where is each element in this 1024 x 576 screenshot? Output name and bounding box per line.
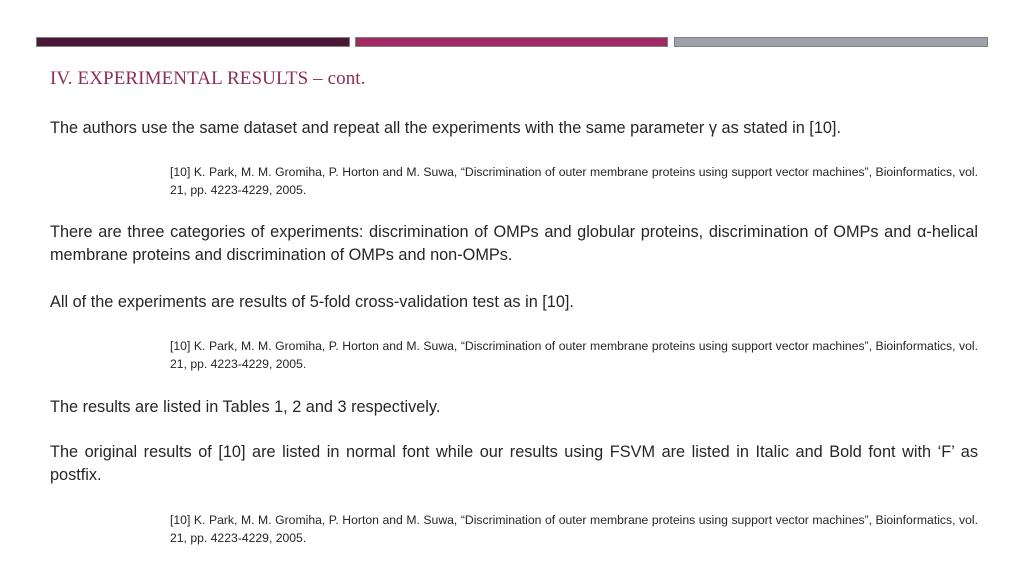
- body-paragraph-categories: There are three categories of experiments: discrimination of OMPs and globular proteins, discrimination of OMPs and α-helical membrane proteins and discrimination of OMPs and non-OMPs.: [50, 223, 978, 264]
- body-paragraph-dataset: The authors use the same dataset and repeat all the experiments with the same parameter γ as stated in [10].: [50, 119, 841, 137]
- reference-citation: [10] K. Park, M. M. Gromiha, P. Horton and M. Suwa, “Discrimination of outer membrane proteins using support vector machines”, Bioinformatics, vol. 21, pp. 4223-4229, 2005.: [170, 513, 978, 545]
- header-accent-bar-dark: [36, 37, 350, 47]
- header-accent-bar-magenta: [355, 37, 668, 47]
- body-paragraph-font-note: The original results of [10] are listed in normal font while our results using FSVM are listed in Italic and Bold font with ‘F’ as postfix.: [50, 443, 978, 484]
- body-paragraph-cross-validation: All of the experiments are results of 5-fold cross-validation test as in [10].: [50, 293, 574, 311]
- header-accent-bar-gray: [674, 37, 988, 47]
- body-paragraph-tables: The results are listed in Tables 1, 2 and 3 respectively.: [50, 398, 441, 416]
- reference-citation: [10] K. Park, M. M. Gromiha, P. Horton and M. Suwa, “Discrimination of outer membrane proteins using support vector machines”, Bioinformatics, vol. 21, pp. 4223-4229, 2005.: [170, 339, 978, 371]
- reference-citation: [10] K. Park, M. M. Gromiha, P. Horton and M. Suwa, “Discrimination of outer membrane proteins using support vector machines”, Bioinformatics, vol. 21, pp. 4223-4229, 2005.: [170, 165, 978, 197]
- slide-title: IV. EXPERIMENTAL RESULTS – cont.: [50, 68, 366, 89]
